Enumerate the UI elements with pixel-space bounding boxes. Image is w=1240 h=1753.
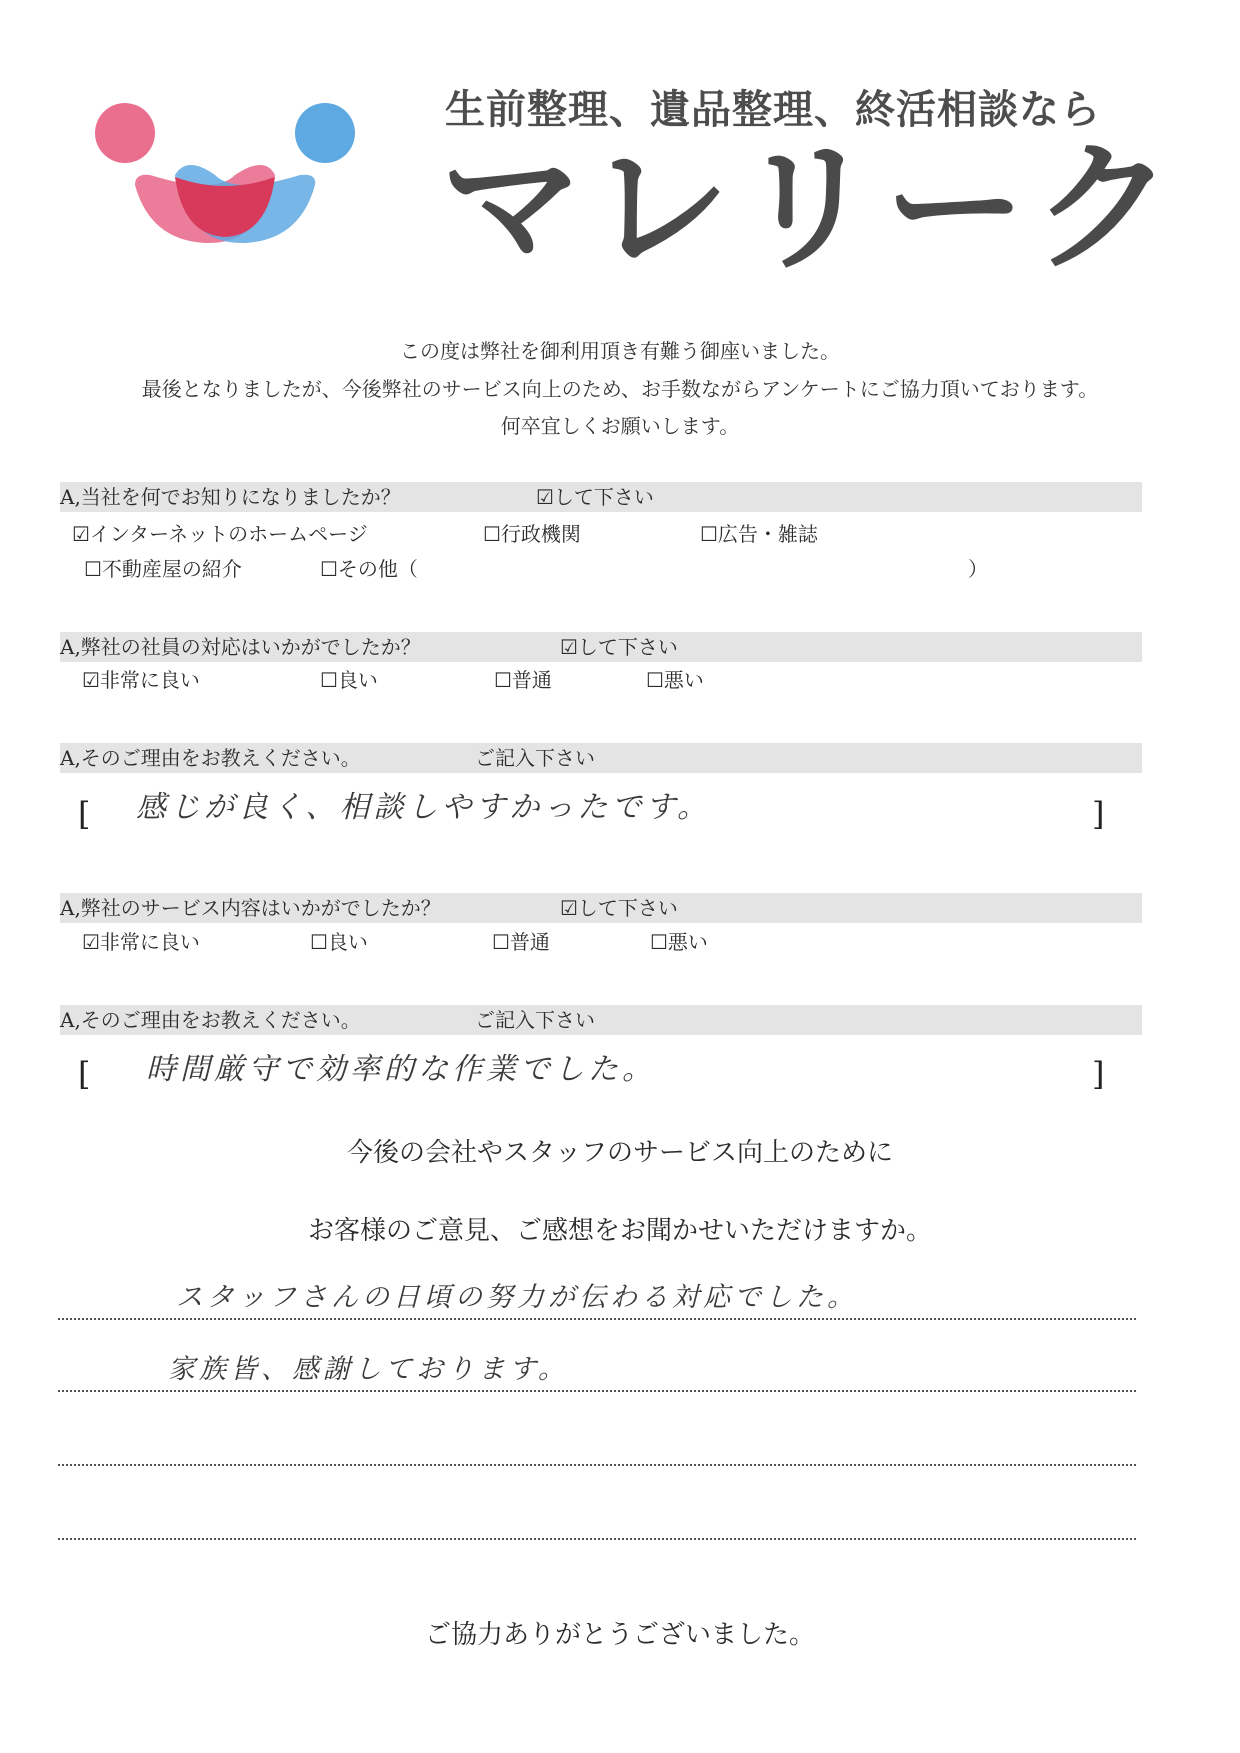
q4-option-very-good[interactable]: ☑非常に良い: [82, 930, 200, 954]
writing-line: [58, 1318, 1136, 1320]
q4-hint: ☑して下さい: [560, 896, 678, 920]
q2-question: A,弊社の社員の対応はいかがでしたか？: [60, 635, 421, 659]
q4-question: A,弊社のサービス内容はいかがでしたか？: [60, 896, 441, 920]
q1-option-other[interactable]: ☐その他（: [320, 557, 418, 581]
q5-question: A,そのご理由をお教えください。: [60, 1008, 361, 1032]
q4-option-average[interactable]: ☐普通: [492, 930, 550, 954]
answer-close-bracket: ]: [1092, 795, 1105, 833]
q1-other-close: ）: [968, 557, 988, 581]
q1-option-realestate[interactable]: ☐不動産屋の紹介: [84, 557, 242, 581]
writing-line: [58, 1390, 1136, 1392]
feedback-line-1[interactable]: スタッフさんの日頃の努力が伝わる対応でした。: [176, 1282, 858, 1313]
q5-hint: ご記入下さい: [475, 1008, 595, 1032]
intro-line-2: 最後となりましたが、今後弊社のサービス向上のため、お手数ながらアンケートにご協力頂いております。: [141, 377, 1099, 401]
answer-open-bracket: [: [78, 795, 91, 833]
intro-line-3: 何卒宜しくお願いします。: [500, 414, 740, 438]
feedback-prompt-1: 今後の会社やスタッフのサービス向上のために: [346, 1138, 893, 1168]
smile-logo-icon: [95, 95, 365, 255]
q2-option-bad[interactable]: ☐悪い: [646, 668, 704, 692]
q1-option-ads[interactable]: ☐広告・雑誌: [700, 522, 818, 546]
brand-name: マレリーク: [440, 126, 1180, 291]
q1-question: A,当社を何でお知りになりましたか？: [60, 485, 401, 509]
feedback-prompt-2: お客様のご意見、ご感想をお聞かせいただけますか。: [307, 1216, 932, 1246]
thanks-message: ご協力ありがとうございました。: [424, 1620, 815, 1650]
q3-answer[interactable]: 感じが良く、相談しやすかったです。: [136, 790, 711, 825]
q2-hint: ☑して下さい: [560, 635, 678, 659]
feedback-line-2[interactable]: 家族皆、感謝しております。: [168, 1354, 569, 1385]
q1-option-government[interactable]: ☐行政機関: [483, 522, 581, 546]
q4-option-good[interactable]: ☐良い: [310, 930, 368, 954]
intro-line-1: この度は弊社を御利用頂き有難う御座いました。: [400, 339, 840, 363]
answer-close-bracket: ]: [1092, 1055, 1105, 1093]
q2-option-average[interactable]: ☐普通: [494, 668, 552, 692]
q1-option-homepage[interactable]: ☑インターネットのホームページ: [72, 522, 368, 546]
q2-option-very-good[interactable]: ☑非常に良い: [82, 668, 200, 692]
q1-hint: ☑して下さい: [536, 485, 654, 509]
q3-hint: ご記入下さい: [475, 746, 595, 770]
q3-question: A,そのご理由をお教えください。: [60, 746, 361, 770]
q2-option-good[interactable]: ☐良い: [320, 668, 378, 692]
writing-line: [58, 1464, 1136, 1466]
answer-open-bracket: [: [78, 1055, 91, 1093]
q4-option-bad[interactable]: ☐悪い: [650, 930, 708, 954]
q5-answer[interactable]: 時間厳守で効率的な作業でした。: [146, 1052, 656, 1087]
tagline: 生前整理、遺品整理、終活相談なら: [445, 87, 1101, 133]
writing-line: [58, 1538, 1136, 1540]
